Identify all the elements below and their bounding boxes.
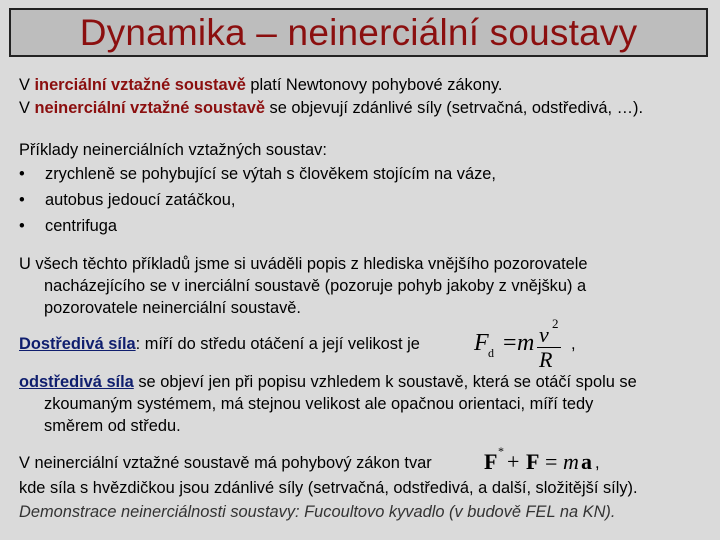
page-title: Dynamika – neinerciální soustavy xyxy=(79,11,638,53)
term-centrifugal-link[interactable]: odstředivá síla xyxy=(19,373,134,391)
demo-line: Demonstrace neinerciálnosti soustavy: Fucoultovo kyvadlo (v budově FEL na KN). xyxy=(19,503,616,521)
intro-line-2: V neinerciální vztažné soustavě se objevují zdánlivé síly (setrvačná, odstředivá, …). xyxy=(19,99,644,117)
centripetal-line: Dostředivá síla: míří do středu otáčení a její velikost je xyxy=(19,335,420,353)
centripetal-comma: , xyxy=(571,335,576,353)
term-inertial: inerciální vztažné soustavě xyxy=(34,76,246,94)
bullet: • xyxy=(19,191,25,209)
bullet: • xyxy=(19,217,25,235)
list-item: centrifuga xyxy=(45,217,117,235)
observer-line-3: pozorovatele neinerciální soustavě. xyxy=(44,299,301,317)
term-noninertial: neinerciální vztažné soustavě xyxy=(34,99,265,117)
law-line-1: V neinerciální vztažné soustavě má pohybový zákon tvar xyxy=(19,454,432,472)
term-centripetal-link[interactable]: Dostředivá síla xyxy=(19,335,136,353)
centrifugal-line-2: zkoumaným systémem, má stejnou velikost ale opačnou orientaci, míří tedy xyxy=(44,395,594,413)
title-box xyxy=(9,8,708,57)
observer-line-1: U všech těchto příkladů jsme si uváděli popis z hlediska vnějšího pozorovatele xyxy=(19,255,588,273)
intro-line-1: V inerciální vztažné soustavě platí Newtonovy pohybové zákony. xyxy=(19,76,503,94)
bullet: • xyxy=(19,165,25,183)
list-item: zrychleně se pohybující se výtah s člověkem stojícím na váze, xyxy=(45,165,496,183)
list-item: autobus jedoucí zatáčkou, xyxy=(45,191,236,209)
observer-line-2: nacházejícího se v inerciální soustavě (pozoruje pohyb jakoby z vnějšku) a xyxy=(44,277,587,295)
law-comma: , xyxy=(595,454,600,472)
law-line-2: kde síla s hvězdičkou jsou zdánlivé síly (setrvačná, odstředivá, a další, složitější síly). xyxy=(19,479,638,497)
examples-heading: Příklady neinerciálních vztažných soustav: xyxy=(19,141,327,159)
centrifugal-line-3: směrem od středu. xyxy=(44,417,181,435)
centrifugal-line-1: odstředivá síla se objeví jen při popisu vzhledem k soustavě, která se otáčí spolu se xyxy=(19,373,637,391)
